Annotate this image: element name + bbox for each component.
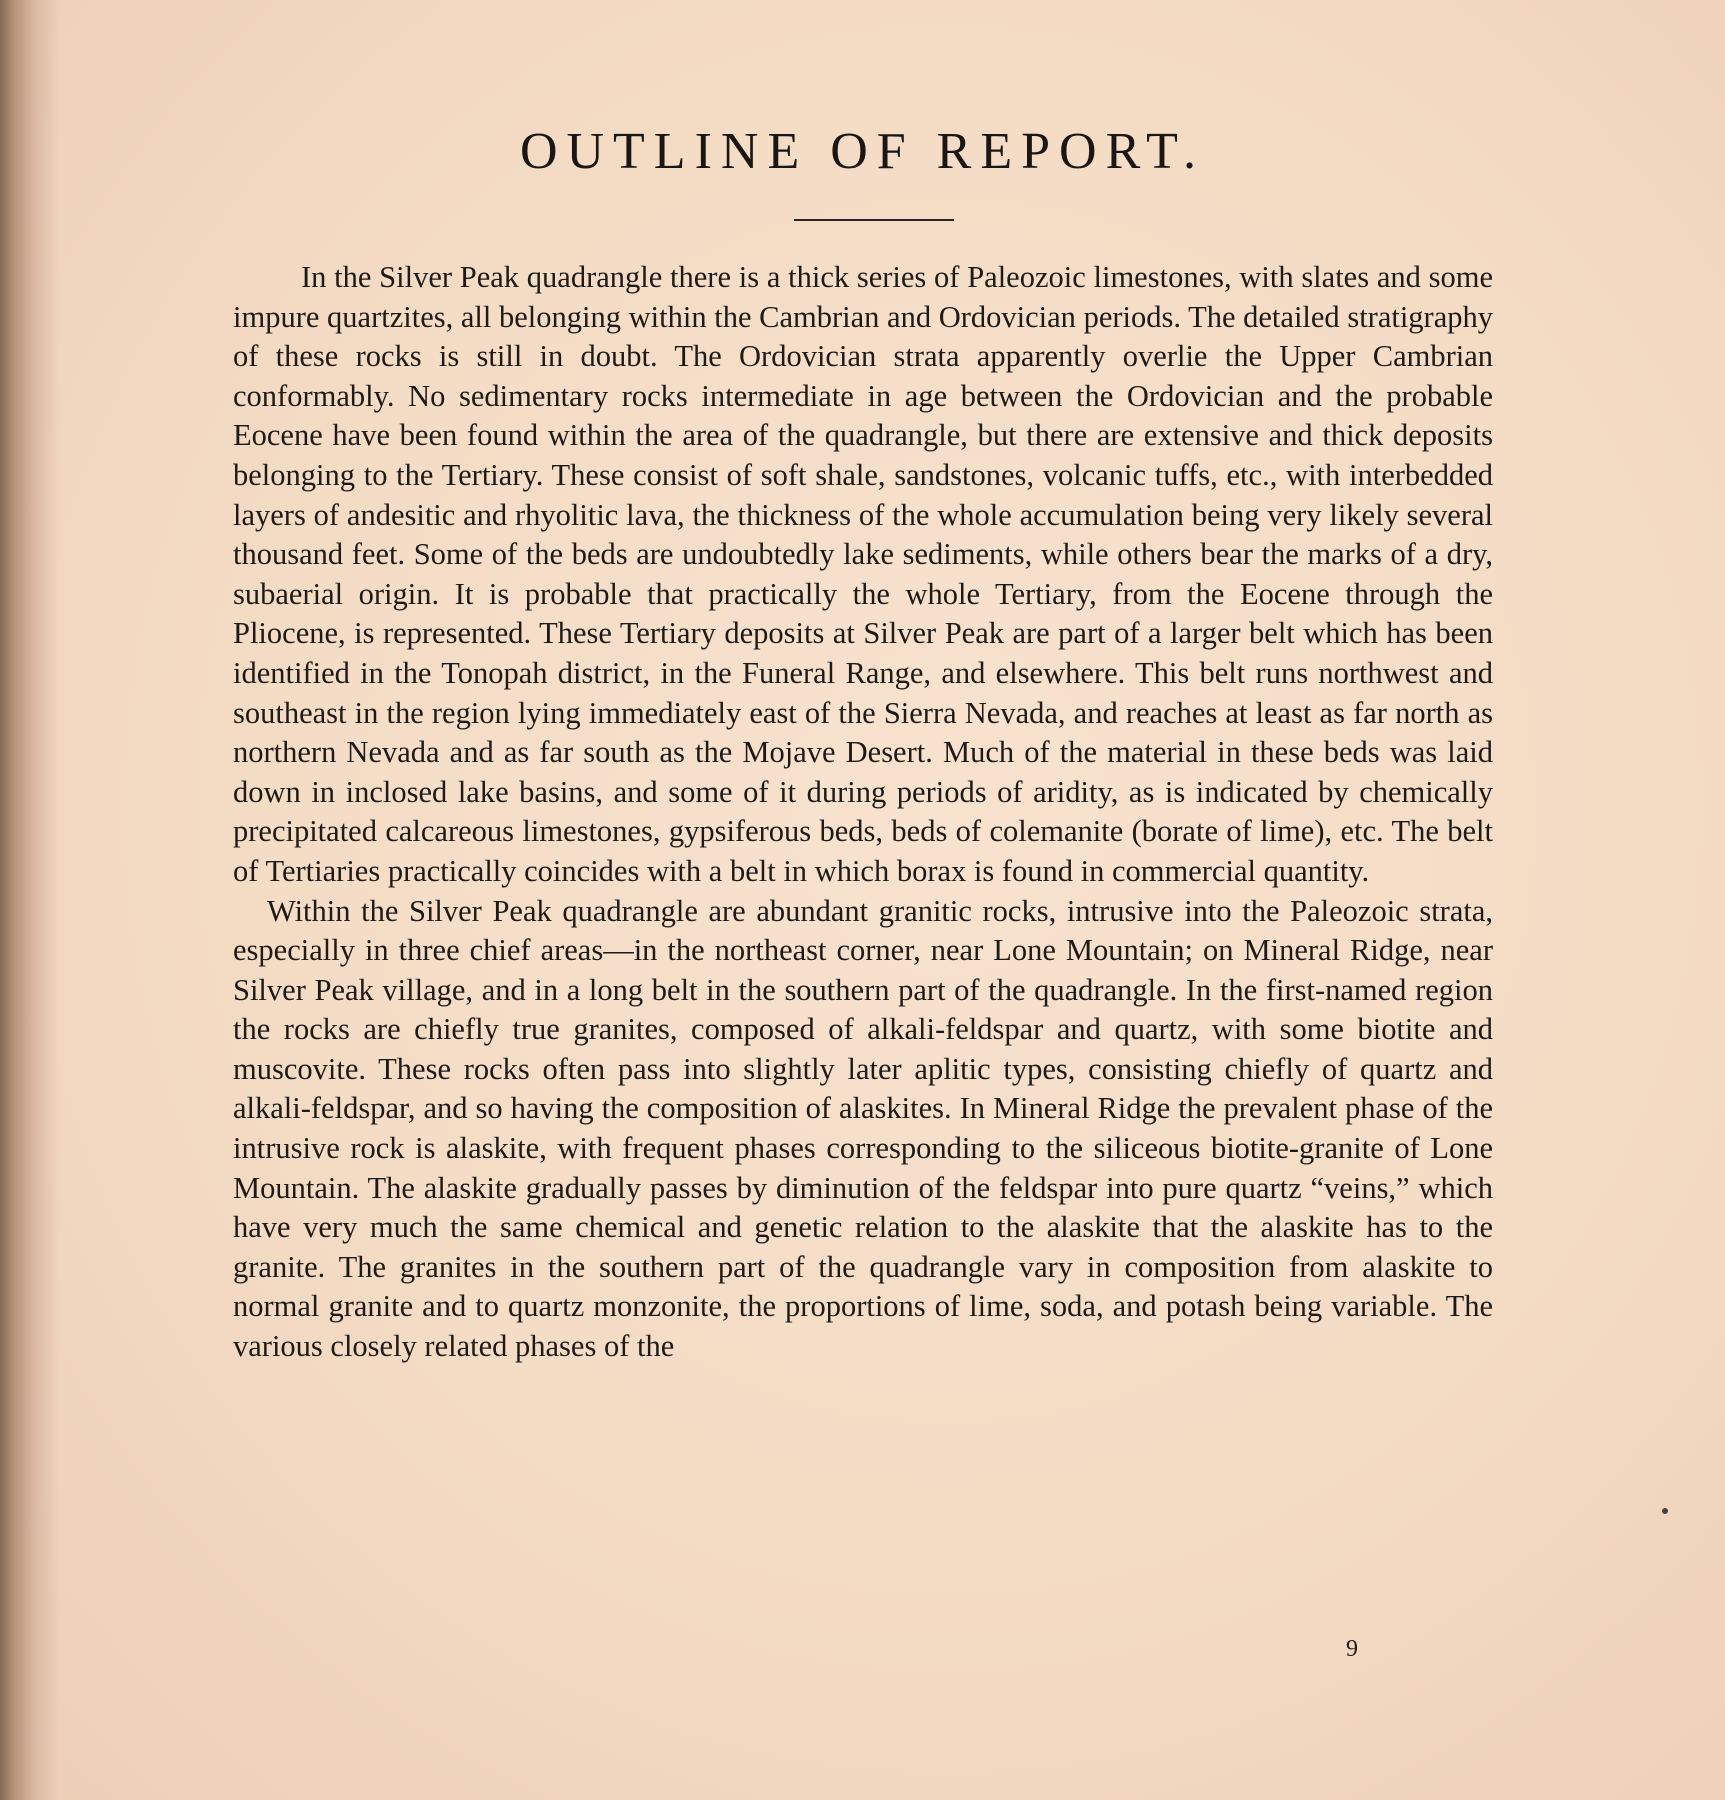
page-number: 9: [1346, 1636, 1358, 1662]
report-body: [233, 258, 1493, 1367]
page-title: OUTLINE OF REPORT.: [519, 123, 1206, 180]
book-spine-shadow: [0, 0, 60, 1800]
title-divider: [794, 219, 954, 221]
paragraph-1: In the Silver Peak quadrangle there is a thick series of Paleozoic limestones, with slates and some impure quartzites, all belonging within the Cambrian and Ordovician periods. The detailed stratigraphy of these rocks is still in doubt. The Ordovician strata apparently overlie the Upper Cambrian conformably. No sedimentary rocks intermediate in age between the Ordovician and the probable Eocene have been found within the area of the quadrangle, but there are extensive and thick deposits belonging to the Tertiary. These consist of soft shale, sandstones, volcanic tuffs, etc., with interbedded layers of andesitic and rhyolitic lava, the thickness of the whole accumulation being very likely several thousand feet. Some of the beds are undoubtedly lake sediments, while others bear the marks of a dry, subaerial origin. It is probable that practically the whole Tertiary, from the Eocene through the Pliocene, is represented. These Tertiary deposits at Silver Peak are part of a larger belt which has been identified in the Tonopah district, in the Funeral Range, and elsewhere. This belt runs northwest and southeast in the region lying immediately east of the Sierra Nevada, and reaches at least as far north as northern Nevada and as far south as the Mojave Desert. Much of the material in these beds was laid down in inclosed lake basins, and some of it during periods of aridity, as is indicated by chemically precipitated calcareous limestones, gypsiferous beds, beds of colemanite (borate of lime), etc. The belt of Tertiaries practically coincides with a belt in which borax is found in commercial quantity.: [233, 260, 1493, 888]
paragraph-2: Within the Silver Peak quadrangle are abundant granitic rocks, intrusive into the Paleozoic strata, especially in three chief areas—in the northeast corner, near Lone Mountain; on Mineral Ridge, near Silver Peak village, and in a long belt in the southern part of the quadrangle. In the first-named region the rocks are chiefly true granites, composed of alkali-feldspar and quartz, with some biotite and muscovite. These rocks often pass into slightly later aplitic types, consisting chiefly of quartz and alkali-feldspar, and so having the composition of alaskites. In Mineral Ridge the prevalent phase of the intrusive rock is alaskite, with frequent phases corresponding to the siliceous biotite-granite of Lone Mountain. The alaskite gradually passes by diminution of the feldspar into pure quartz “veins,” which have very much the same chemical and genetic relation to the alaskite that the alaskite has to the granite. The granites in the southern part of the quadrangle vary in composition from alaskite to normal granite and to quartz monzonite, the proportions of lime, soda, and potash being variable. The various closely related phases of the: [233, 893, 1493, 1364]
paper-speck: [1662, 1508, 1668, 1514]
